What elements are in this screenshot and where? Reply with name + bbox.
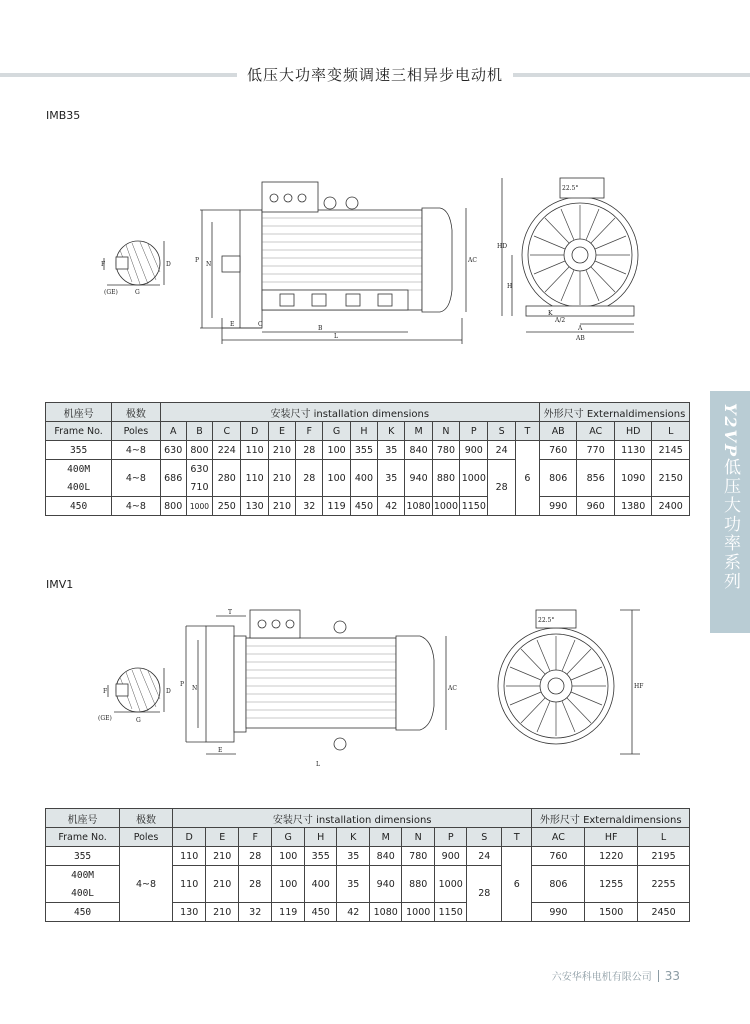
col-header: T xyxy=(502,828,532,847)
col-header: F xyxy=(296,422,323,441)
imv1-shaft-section xyxy=(98,668,171,724)
imb35-label-f: F xyxy=(101,261,106,268)
table-cell: 2255 xyxy=(638,866,690,903)
section-label-imv1: IMV1 xyxy=(46,578,74,591)
col-header: A xyxy=(160,422,186,441)
imb35-label-g: G xyxy=(135,289,140,296)
col-header: T xyxy=(515,422,539,441)
imv1-label-f: F xyxy=(103,688,108,695)
table-cell: 355 xyxy=(46,847,120,866)
table-cell: 100 xyxy=(323,460,350,497)
table-cell: 28 xyxy=(238,866,272,903)
table-cell: 355 xyxy=(304,847,337,866)
col-installation-dimensions: 安装尺寸 installation dimensions xyxy=(160,403,539,422)
imb35-label-e: E xyxy=(230,321,235,328)
col-header: N xyxy=(402,828,435,847)
imb35-shaft-section xyxy=(101,241,171,296)
col-header: M xyxy=(369,828,402,847)
table-cell: 1000 xyxy=(460,460,488,497)
imv1-label-ge: (GE) xyxy=(98,715,112,722)
table-cell: 2400 xyxy=(652,497,690,516)
col-header: B xyxy=(186,422,212,441)
imb35-label-ge: (GE) xyxy=(104,289,118,296)
imb35-label-angle: 22.5° xyxy=(562,185,579,192)
table-cell: 1500 xyxy=(585,903,638,922)
table-cell: 806 xyxy=(532,866,585,903)
col-header: P xyxy=(434,828,467,847)
table-cell: 990 xyxy=(539,497,576,516)
table-cell: 1255 xyxy=(585,866,638,903)
table-cell-poles: 4~8 xyxy=(120,847,173,922)
table-cell: 400 xyxy=(304,866,337,903)
imb35-label-p: P xyxy=(195,257,200,264)
col-header: HF xyxy=(585,828,638,847)
table-cell: 1220 xyxy=(585,847,638,866)
table-cell: 1000 xyxy=(402,903,435,922)
table-cell: 28 xyxy=(238,847,272,866)
table-cell: 960 xyxy=(577,497,614,516)
table-cell: 28 xyxy=(296,441,323,460)
imv1-end-view xyxy=(498,610,643,754)
col-header: K xyxy=(337,828,370,847)
table-cell-s: 28 xyxy=(488,460,515,516)
page-title: 低压大功率变频调速三相异步电动机 xyxy=(0,64,750,85)
col-header: AB xyxy=(539,422,576,441)
col-frame-cn: 机座号 xyxy=(46,809,120,828)
table-cell: 210 xyxy=(206,903,239,922)
table-cell: 42 xyxy=(337,903,370,922)
table-cell: 110 xyxy=(172,866,206,903)
col-external-dimensions: 外形尺寸 Externaldimensions xyxy=(539,403,689,422)
table-cell: 42 xyxy=(378,497,405,516)
table-cell: 2145 xyxy=(652,441,690,460)
table-cell-s: 28 xyxy=(467,866,502,922)
col-poles-en: Poles xyxy=(112,422,160,441)
imv1-side-view xyxy=(180,609,457,768)
col-header: L xyxy=(652,422,690,441)
table-cell: 400L xyxy=(46,884,120,903)
imb35-label-c: C xyxy=(258,321,263,328)
imb35-label-n: N xyxy=(206,261,212,268)
col-header: E xyxy=(206,828,239,847)
col-header: G xyxy=(272,828,305,847)
table-cell: 210 xyxy=(206,847,239,866)
table-cell: 806 xyxy=(539,460,576,497)
table-cell: 280 xyxy=(213,460,241,497)
table-cell: 760 xyxy=(539,441,576,460)
table-cell: 119 xyxy=(272,903,305,922)
imb35-label-a2: A/2 xyxy=(555,317,566,324)
table-cell: 1150 xyxy=(460,497,488,516)
table-cell: 940 xyxy=(369,866,402,903)
table-cell: 800 xyxy=(160,497,186,516)
table-cell: 900 xyxy=(434,847,467,866)
imv1-label-e: E xyxy=(218,747,223,754)
table-cell: 4~8 xyxy=(112,441,160,460)
imb35-label-ac: AC xyxy=(468,257,477,264)
table-cell: 4~8 xyxy=(112,497,160,516)
imv1-dimension-table xyxy=(45,808,690,922)
table-cell: 630 xyxy=(186,460,212,479)
company-name: 六安华科电机有限公司 xyxy=(551,972,652,983)
footer-divider xyxy=(658,970,659,982)
table-cell: 1000 xyxy=(432,497,459,516)
table-row xyxy=(46,497,690,516)
table-cell: 450 xyxy=(304,903,337,922)
table-cell: 32 xyxy=(238,903,272,922)
table-cell: 210 xyxy=(268,460,295,497)
table-cell: 32 xyxy=(296,497,323,516)
col-installation-dimensions: 安装尺寸 installation dimensions xyxy=(172,809,532,828)
table-cell: 2195 xyxy=(638,847,690,866)
table-cell: 210 xyxy=(206,866,239,903)
series-name: 低压大功率系列 xyxy=(720,458,740,591)
imv1-label-hf: HF xyxy=(634,683,644,690)
table-cell: 35 xyxy=(378,460,405,497)
table-cell: 2150 xyxy=(652,460,690,497)
table-cell: 940 xyxy=(405,460,432,497)
table-cell: 840 xyxy=(369,847,402,866)
page-footer xyxy=(552,968,680,983)
col-frame-en: Frame No. xyxy=(46,828,120,847)
col-header: H xyxy=(304,828,337,847)
col-frame-cn: 机座号 xyxy=(46,403,112,422)
table-cell: 110 xyxy=(241,441,268,460)
imv1-label-g: G xyxy=(136,717,141,724)
col-header: D xyxy=(241,422,268,441)
page-number: 33 xyxy=(664,969,680,983)
col-header: M xyxy=(405,422,432,441)
table-cell: 1380 xyxy=(614,497,651,516)
imv1-label-p: P xyxy=(180,681,185,688)
imb35-label-k: K xyxy=(548,310,553,317)
table-cell: 630 xyxy=(160,441,186,460)
table-cell: 130 xyxy=(172,903,206,922)
table-cell: 24 xyxy=(467,847,502,866)
table-cell: 400L xyxy=(46,478,112,497)
imb35-label-d: D xyxy=(166,261,171,268)
col-header: C xyxy=(213,422,241,441)
table-cell: 450 xyxy=(46,497,112,516)
col-header: K xyxy=(378,422,405,441)
table-row xyxy=(46,847,690,866)
table-cell: 780 xyxy=(402,847,435,866)
table-row xyxy=(46,441,690,460)
table-cell: 990 xyxy=(532,903,585,922)
table-cell: 355 xyxy=(46,441,112,460)
col-poles-cn: 极数 xyxy=(120,809,173,828)
imb35-side-view xyxy=(195,182,477,344)
table-cell: 100 xyxy=(323,441,350,460)
col-header: F xyxy=(238,828,272,847)
table-cell: 110 xyxy=(172,847,206,866)
table-cell: 2450 xyxy=(638,903,690,922)
imb35-end-view xyxy=(497,178,638,342)
table-cell: 880 xyxy=(402,866,435,903)
table-cell: 4~8 xyxy=(112,460,160,497)
table-cell: 100 xyxy=(272,866,305,903)
table-cell: 1000 xyxy=(434,866,467,903)
imb35-label-b: B xyxy=(318,325,323,332)
imb35-dimension-table xyxy=(45,402,690,516)
table-cell: 35 xyxy=(337,847,370,866)
imb35-label-ab: AB xyxy=(576,335,585,342)
col-header: AC xyxy=(577,422,614,441)
imv1-label-angle: 22.5° xyxy=(538,617,555,624)
table-cell: 760 xyxy=(532,847,585,866)
col-header: L xyxy=(638,828,690,847)
table-cell: 1080 xyxy=(369,903,402,922)
table-cell: 35 xyxy=(378,441,405,460)
col-poles-cn: 极数 xyxy=(112,403,160,422)
col-header: E xyxy=(268,422,295,441)
table-cell: 119 xyxy=(323,497,350,516)
table-cell: 250 xyxy=(213,497,241,516)
series-code: Y2VP xyxy=(721,403,740,458)
imv1-label-ac: AC xyxy=(448,685,457,692)
table-cell: 400M xyxy=(46,460,112,479)
table-cell: 35 xyxy=(337,866,370,903)
imb35-label-l: L xyxy=(334,333,338,340)
col-header: HD xyxy=(614,422,651,441)
table-cell: 1150 xyxy=(434,903,467,922)
table-cell: 1000 xyxy=(186,497,212,516)
imv1-label-d: D xyxy=(166,688,171,695)
col-header: S xyxy=(488,422,515,441)
table-cell: 1080 xyxy=(405,497,432,516)
table-cell: 400M xyxy=(46,866,120,885)
table-cell-t: 6 xyxy=(502,847,532,922)
table-cell: 880 xyxy=(432,460,459,497)
col-header: N xyxy=(432,422,459,441)
section-label-imb35: IMB35 xyxy=(46,109,81,122)
imv1-label-n: N xyxy=(192,685,198,692)
table-cell: 130 xyxy=(241,497,268,516)
col-header: P xyxy=(460,422,488,441)
table-cell: 28 xyxy=(296,460,323,497)
table-cell: 110 xyxy=(241,460,268,497)
col-header: G xyxy=(323,422,350,441)
table-cell: 100 xyxy=(272,847,305,866)
table-cell: 400 xyxy=(350,460,377,497)
table-cell: 900 xyxy=(460,441,488,460)
col-header: AC xyxy=(532,828,585,847)
col-poles-en: Poles xyxy=(120,828,173,847)
imv1-label-t: T xyxy=(228,609,233,616)
table-cell: 840 xyxy=(405,441,432,460)
col-frame-en: Frame No. xyxy=(46,422,112,441)
table-cell: 710 xyxy=(186,478,212,497)
imb35-label-hd: HD xyxy=(497,243,508,250)
table-row xyxy=(46,460,690,479)
table-cell: 800 xyxy=(186,441,212,460)
table-cell-t: 6 xyxy=(515,441,539,516)
col-header: D xyxy=(172,828,206,847)
table-cell: 780 xyxy=(432,441,459,460)
table-cell: 770 xyxy=(577,441,614,460)
table-cell: 355 xyxy=(350,441,377,460)
col-header: S xyxy=(467,828,502,847)
col-external-dimensions: 外形尺寸 Externaldimensions xyxy=(532,809,690,828)
table-cell: 686 xyxy=(160,460,186,497)
table-cell: 1130 xyxy=(614,441,651,460)
imv1-label-l: L xyxy=(316,761,320,768)
table-cell: 856 xyxy=(577,460,614,497)
col-header: H xyxy=(350,422,377,441)
imb35-label-a: A xyxy=(578,325,583,332)
table-cell: 224 xyxy=(213,441,241,460)
table-cell: 210 xyxy=(268,441,295,460)
table-cell: 210 xyxy=(268,497,295,516)
imb35-label-h: H xyxy=(507,283,513,290)
table-cell: 450 xyxy=(46,903,120,922)
table-cell: 450 xyxy=(350,497,377,516)
table-cell: 1090 xyxy=(614,460,651,497)
table-cell: 24 xyxy=(488,441,515,460)
